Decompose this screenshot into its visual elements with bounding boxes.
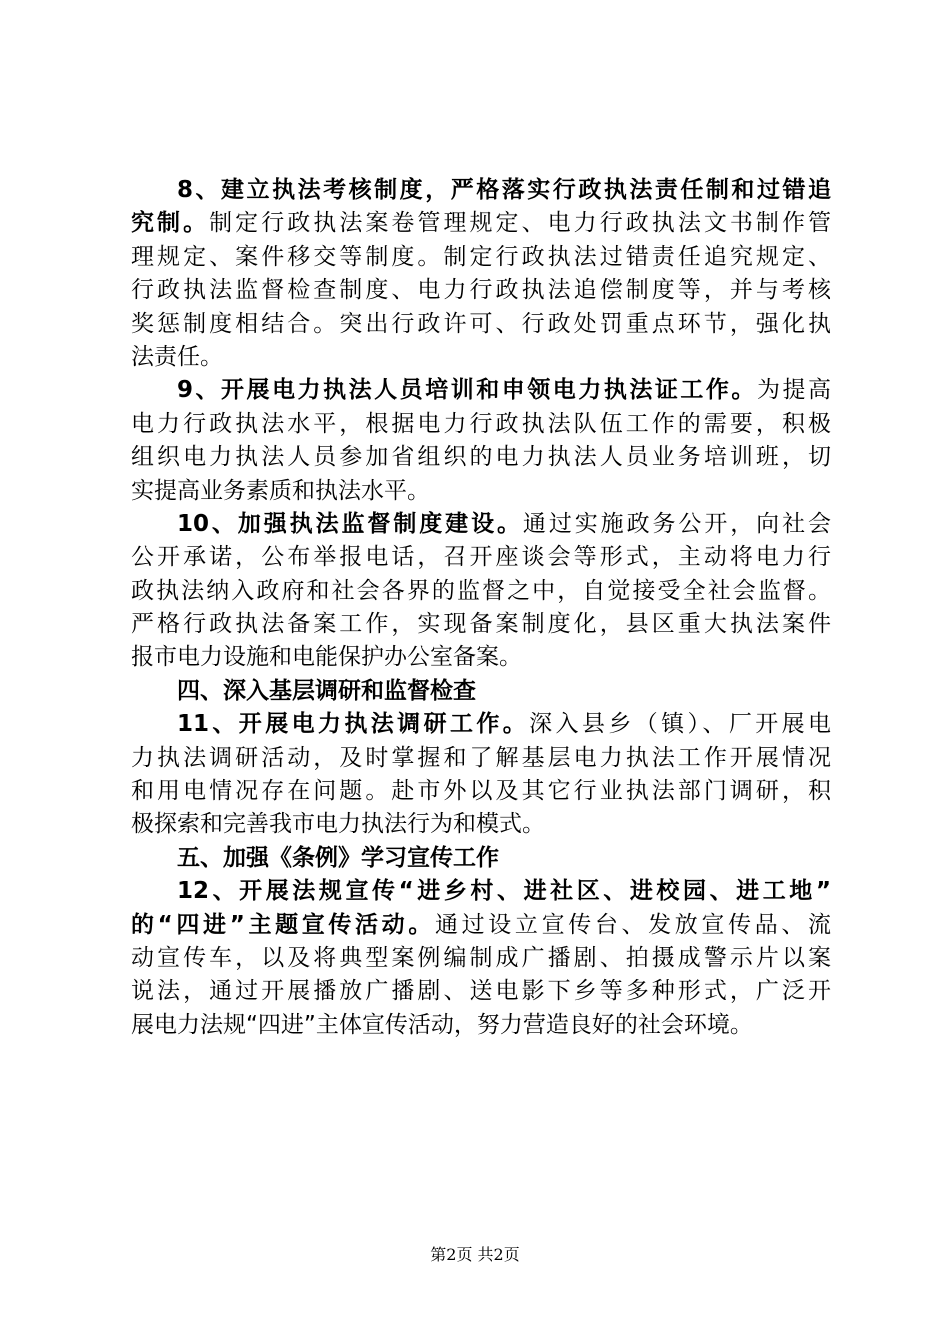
paragraph-12-line-4 bbox=[131, 975, 831, 1008]
section-5-title: 五、加强《条例》学习宣传工作 bbox=[177, 844, 499, 871]
paragraph-10-line-4 bbox=[131, 608, 831, 641]
section-5-heading bbox=[131, 842, 831, 875]
paragraph-10-line-3 bbox=[131, 575, 831, 608]
item-10-text: 严格行政执法备案工作，实现备案制度化，县区重大执法案件 bbox=[131, 611, 831, 638]
paragraph-10-line-5 bbox=[131, 641, 831, 674]
item-11-text: 力执法调研活动，及时掌握和了解基层电力执法工作开展情况 bbox=[131, 744, 831, 771]
paragraph-11-line-3 bbox=[131, 775, 831, 808]
paragraph-8-line-5 bbox=[131, 308, 831, 341]
paragraph-12-line-2 bbox=[131, 909, 831, 942]
item-10-text: 报市电力设施和电能保护办公室备案。 bbox=[131, 644, 522, 671]
item-10-heading: 10、加强执法监督制度建设。 bbox=[177, 510, 523, 537]
item-9-text: 电力行政执法水平，根据电力行政执法队伍工作的需要，积极 bbox=[131, 410, 831, 437]
item-11-text: 极探索和完善我市电力执法行为和模式。 bbox=[131, 811, 545, 838]
paragraph-9-line-2 bbox=[131, 408, 831, 441]
item-8-heading-end: 究制。 bbox=[131, 210, 210, 237]
paragraph-8-line-1 bbox=[131, 174, 831, 207]
paragraph-11-line-4 bbox=[131, 808, 831, 841]
item-10-text: 政执法纳入政府和社会各界的监督之中，自觉接受全社会监督。 bbox=[131, 577, 831, 604]
paragraph-8-line-3 bbox=[131, 241, 831, 274]
item-8-heading: 8、建立执法考核制度，严格落实行政执法责任制和过错追 bbox=[177, 177, 831, 203]
paragraph-11-line-1 bbox=[131, 708, 831, 741]
item-12-heading-end: 的“四进”主题宣传活动。 bbox=[131, 911, 435, 938]
paragraph-8-line-4 bbox=[131, 274, 831, 307]
item-12-text: 展电力法规“四进”主体宣传活动，努力营造良好的社会环境。 bbox=[131, 1011, 753, 1038]
paragraph-10-line-2 bbox=[131, 541, 831, 574]
paragraph-12-line-1 bbox=[131, 875, 831, 908]
paragraph-8-line-2 bbox=[131, 207, 831, 240]
item-10-text: 公开承诺，公布举报电话，召开座谈会等形式，主动将电力行 bbox=[131, 544, 831, 571]
item-8-text: 理规定、案件移交等制度。制定行政执法过错责任追究规定、 bbox=[131, 243, 831, 270]
section-4-heading bbox=[131, 675, 831, 708]
item-11-text: 深入县乡（镇）、厂开展电 bbox=[529, 711, 832, 738]
paragraph-12-line-5 bbox=[131, 1009, 831, 1042]
page-footer: 第2页 共2页 bbox=[430, 1245, 520, 1264]
item-9-text: 实提高业务素质和执法水平。 bbox=[131, 477, 430, 504]
item-8-text: 行政执法监督检查制度、电力行政执法追偿制度等，并与考核 bbox=[131, 277, 831, 304]
item-9-heading: 9、开展电力执法人员培训和申领电力执法证工作。 bbox=[177, 377, 757, 404]
document-body bbox=[131, 174, 831, 1042]
paragraph-9-line-3 bbox=[131, 441, 831, 474]
item-11-heading: 11、开展电力执法调研工作。 bbox=[177, 711, 530, 738]
item-12-text: 动宣传车，以及将典型案例编制成广播剧、拍摄成警示片以案 bbox=[131, 944, 831, 971]
item-9-text: 组织电力执法人员参加省组织的电力执法人员业务培训班，切 bbox=[131, 444, 831, 471]
item-12-heading: 12、开展法规宣传“进乡村、进社区、进校园、进工地” bbox=[177, 878, 831, 905]
item-9-text: 为提高 bbox=[756, 377, 831, 404]
item-11-text: 和用电情况存在问题。赴市外以及其它行业执法部门调研，积 bbox=[131, 778, 831, 805]
item-12-text: 通过设立宣传台、发放宣传品、流 bbox=[434, 911, 832, 938]
item-10-text: 通过实施政务公开，向社会 bbox=[522, 510, 831, 537]
paragraph-9-line-1 bbox=[131, 374, 831, 407]
paragraph-11-line-2 bbox=[131, 742, 831, 775]
paragraph-8-line-6 bbox=[131, 341, 831, 374]
section-4-title: 四、深入基层调研和监督检查 bbox=[177, 677, 476, 704]
item-8-text: 法责任。 bbox=[131, 343, 223, 370]
paragraph-10-line-1 bbox=[131, 508, 831, 541]
paragraph-12-line-3 bbox=[131, 942, 831, 975]
paragraph-9-line-4 bbox=[131, 475, 831, 508]
item-8-text: 奖惩制度相结合。突出行政许可、行政处罚重点环节，强化执 bbox=[131, 310, 831, 337]
item-12-text: 说法，通过开展播放广播剧、送电影下乡等多种形式，广泛开 bbox=[131, 978, 831, 1005]
item-8-text: 制定行政执法案卷管理规定、电力行政执法文书制作管 bbox=[209, 210, 832, 237]
